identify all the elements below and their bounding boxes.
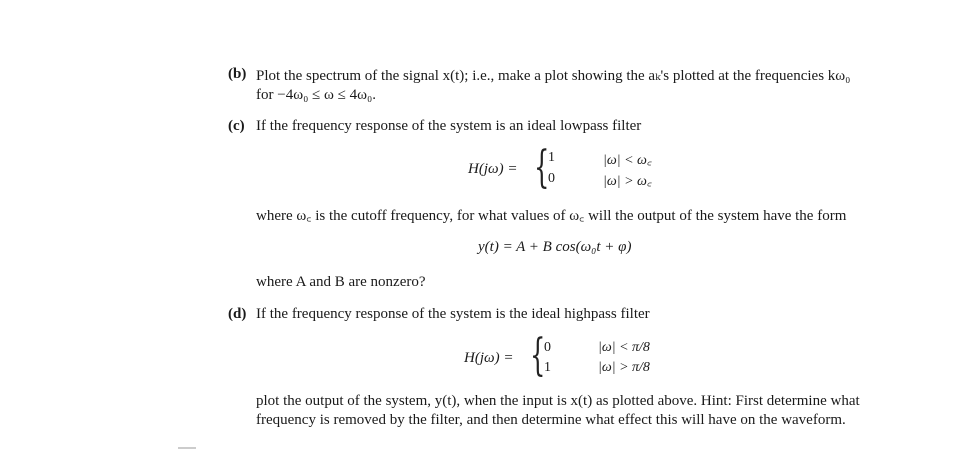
part-d-intro: If the frequency response of the system is the ideal highpass filter <box>256 306 650 322</box>
part-d-case1-value: 0 <box>544 340 551 355</box>
part-c-case1-value: 1 <box>548 150 555 165</box>
page-edge-mark <box>178 447 196 449</box>
part-c-output-form: y(t) = A + B cos(ω₀t + φ) <box>478 239 632 255</box>
part-c-label: (c) <box>228 118 245 134</box>
part-d-case2-condition: |ω| > π/8 <box>598 360 650 375</box>
part-d-h-lhs: H(jω) = <box>464 350 514 366</box>
part-c-case1-condition: |ω| < ω꜀ <box>603 153 652 168</box>
part-c-h-lhs: H(jω) = <box>468 161 518 177</box>
part-d-label: (d) <box>228 306 247 322</box>
part-d-outro-line1: plot the output of the system, y(t), when the input is x(t) as plotted above. Hint: First determine what <box>256 393 860 409</box>
part-d-case1-condition: |ω| < π/8 <box>598 340 650 355</box>
part-b-line2: for −4ω₀ ≤ ω ≤ 4ω₀. <box>256 87 376 103</box>
part-c-intro: If the frequency response of the system is an ideal lowpass filter <box>256 118 642 134</box>
part-c-nonzero-text: where A and B are nonzero? <box>256 274 426 290</box>
part-d-outro-line2: frequency is removed by the filter, and then determine what effect this will have on the waveform. <box>256 412 846 428</box>
part-c-where-text: where ω꜀ is the cutoff frequency, for what values of ω꜀ will the output of the system have the form <box>256 208 847 224</box>
part-d-left-brace: { <box>530 330 546 381</box>
part-c-case2-condition: |ω| > ω꜀ <box>603 174 652 189</box>
part-b-line1: Plot the spectrum of the signal x(t); i.e., make a plot showing the aₖ's plotted at the frequencies kω₀ <box>256 68 851 84</box>
part-b-label: (b) <box>228 66 247 82</box>
part-c-case2-value: 0 <box>548 171 555 186</box>
part-d-case2-value: 1 <box>544 360 551 375</box>
part-c-left-brace: { <box>534 142 550 193</box>
